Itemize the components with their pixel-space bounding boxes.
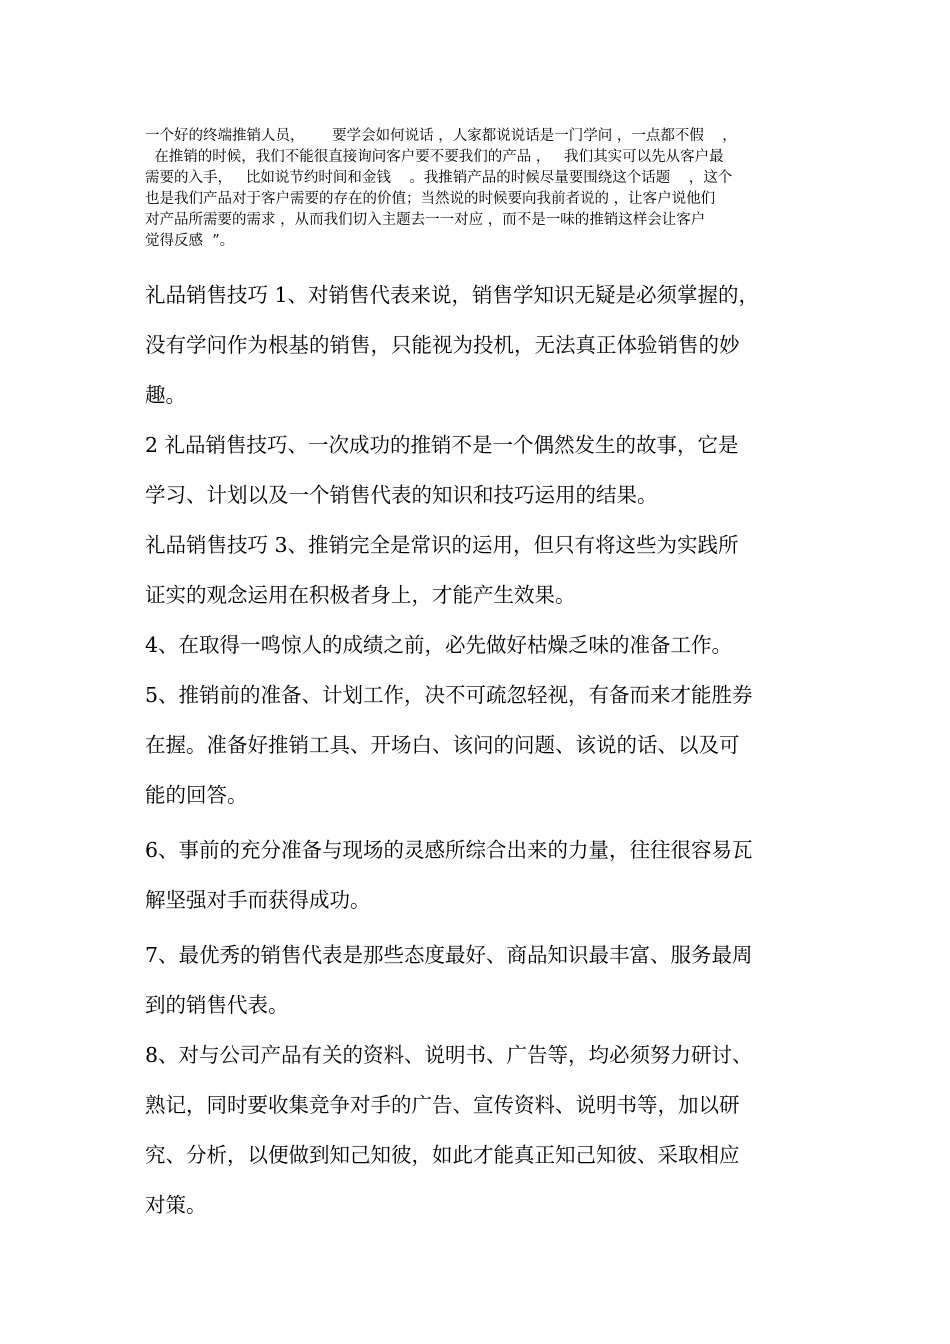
body-line: 究、分析，以便做到知己知彼，如此才能真正知己知彼、采取相应: [145, 1143, 740, 1167]
intro-line: 对产品所需要的需求 ，从而我们切入主题去一一对应 ，而不是一味的推销这样会让客户: [145, 212, 706, 228]
body-line: 对策。: [145, 1193, 207, 1217]
intro-line: 也是我们产品对于客户需要的存在的价值；当然说的时候要向我前者说的 ，让客户说他们: [145, 191, 716, 207]
body-line: 熟记，同时要收集竞争对手的广告、宣传资料、说明书等，加以研: [145, 1093, 740, 1117]
body-line: 礼品销售技巧 1、对销售代表来说，销售学知识无疑是必须掌握的，: [145, 283, 760, 307]
intro-line: 需要的入手， 比如说节约时间和金钱 。我推销产品的时候尽量要围绕这个话题 ，这个: [145, 170, 733, 186]
body-line: 证实的观念运用在积极者身上，才能产生效果。: [145, 583, 576, 607]
body-line: 在握。准备好推销工具、开场白、该问的问题、该说的话、以及可: [145, 733, 740, 757]
body-line: 礼品销售技巧 3、推销完全是常识的运用，但只有将这些为实践所: [145, 533, 739, 557]
body-line: 4、在取得一鸣惊人的成绩之前，必先做好枯燥乏味的准备工作。: [145, 633, 733, 657]
body-line: 解坚强对手而获得成功。: [145, 888, 371, 912]
intro-line: 在推销的时候，我们不能很直接询问客户要不要我们的产品 ， 我们其实可以先从客户最: [145, 149, 724, 165]
body-line: 能的回答。: [145, 783, 248, 807]
body-line: 7、最优秀的销售代表是那些态度最好、商品知识最丰富、服务最周: [145, 943, 753, 967]
intro-paragraph: [145, 126, 845, 252]
body-line: 2 礼品销售技巧、一次成功的推销不是一个偶然发生的故事，它是: [145, 433, 739, 457]
body-line: 学习、计划以及一个销售代表的知识和技巧运用的结果。: [145, 483, 658, 507]
body-line: 到的销售代表。: [145, 993, 289, 1017]
body-line: 6、事前的充分准备与现场的灵感所综合出来的力量，往往很容易瓦: [145, 838, 753, 862]
body-line: 趣。: [145, 383, 186, 407]
intro-line: 觉得反感 ”。: [145, 233, 235, 249]
body-line: 没有学问作为根基的销售，只能视为投机，无法真正体验销售的妙: [145, 333, 740, 357]
intro-line: 一个好的终端推销人员， 要学会如何说话 ，人家都说说话是一门学问 ，一点都不假 ，: [145, 128, 737, 144]
body-line: 5、推销前的准备、计划工作，决不可疏忽轻视，有备而来才能胜券: [145, 683, 753, 707]
body-line: 8、对与公司产品有关的资料、说明书、广告等，均必须努力研讨、: [145, 1043, 753, 1067]
